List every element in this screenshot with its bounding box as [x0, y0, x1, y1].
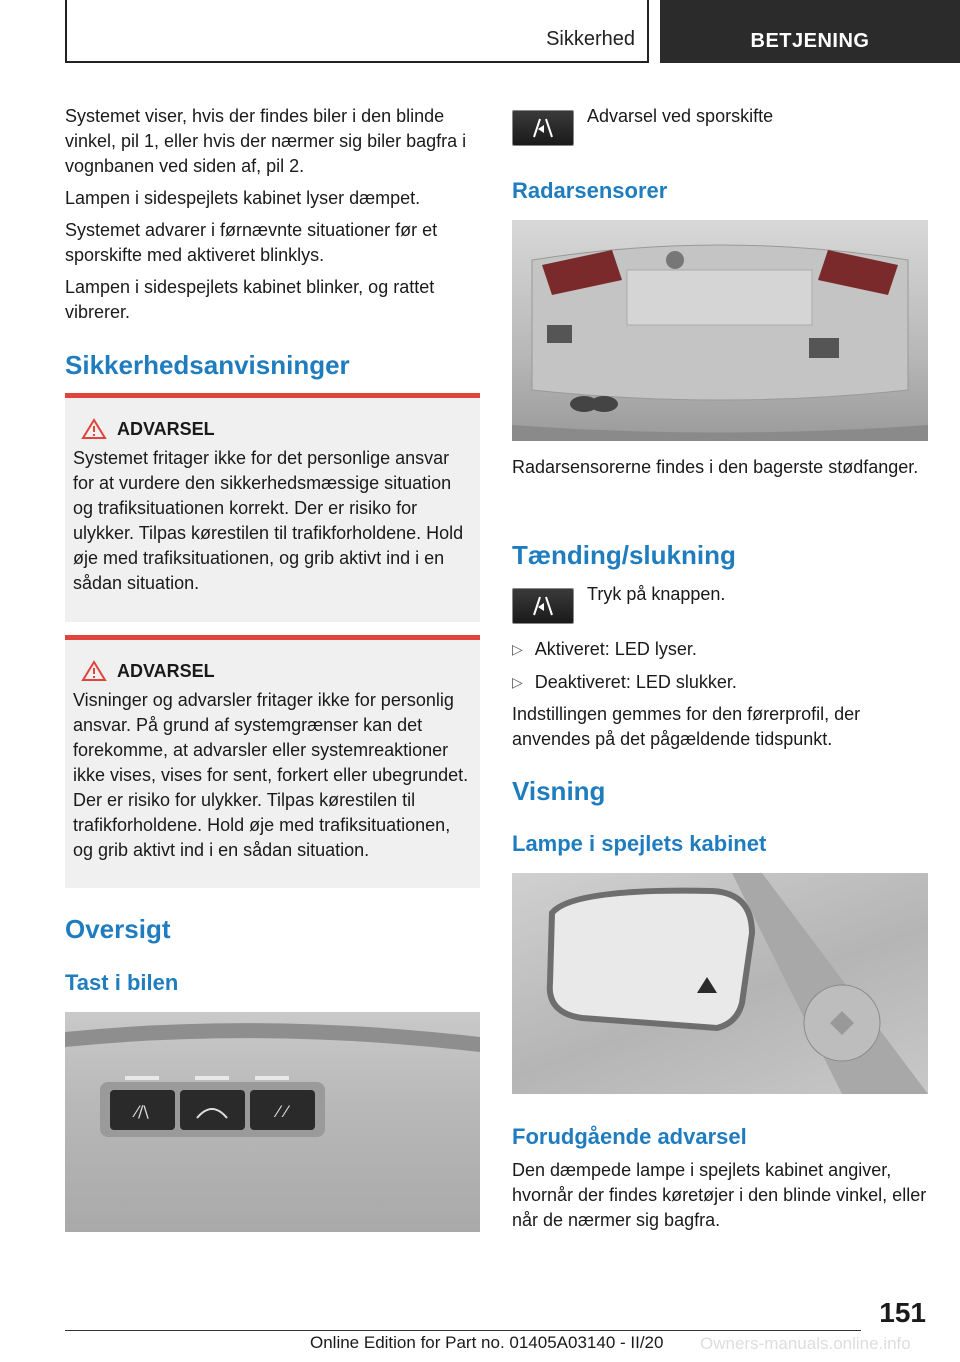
paragraph-4: Lampen i sidespejlets kabinet blinker, og rattet vibrerer. [65, 277, 435, 322]
list-item [512, 670, 928, 695]
watermark: Owners-manuals.online.info [700, 1334, 911, 1353]
settings-text: Indstillingen gemmes for den førerprofil, der anvendes på det pågældende tidspunkt. [512, 704, 861, 749]
lane-change-warning-icon [512, 110, 574, 146]
edition-text: Online Edition for Part no. 01405A03140 - II/20 [310, 1333, 664, 1352]
heading-mirror-lamp: Lampe i spejlets kabinet [512, 831, 767, 856]
heading-safety: Sikkerhedsanvisninger [65, 350, 350, 380]
press-button-text: Tryk på knappen. [587, 584, 726, 604]
heading-button-in-car: Tast i bilen [65, 970, 179, 995]
warning-2-title-row [81, 660, 472, 682]
heading-pre-warning: Forudgående advarsel [512, 1124, 747, 1149]
lane-change-symbol [528, 595, 558, 617]
status-list [512, 637, 928, 695]
lane-change-symbol [528, 117, 558, 139]
triangle-bullet-icon: ▷ [512, 641, 523, 657]
page-number: 151 [879, 1297, 926, 1328]
heading-display: Visning [512, 776, 606, 806]
paragraph-3: Systemet advarer i førnævnte situationer før et sporskifte med aktiveret blinklys. [65, 220, 438, 265]
intro-text [65, 104, 480, 332]
warning-triangle-icon [81, 660, 107, 682]
heading-on-off: Tænding/slukning [512, 540, 736, 570]
paragraph-2: Lampen i sidespejlets kabinet lyser dæmpet. [65, 188, 421, 208]
warning-1-text: Systemet fritager ikke for det personlige ansvar for at vurdere den sikkerhedsmæssige situation og trafiksituationen korrekt. Der er risiko for ulykker. Tilpas kørestilen til trafikforholdene. Hold øje med trafiksituationen, og grib aktivt ind i en sådan situation. [73, 448, 464, 593]
pre-warning-text: Den dæmpede lampe i spejlets kabinet angiver, hvornår der findes køretøjer i den blinde vinkel, eller når de nærmer sig bagfra. [512, 1160, 927, 1230]
button-panel-photo [65, 1012, 480, 1232]
list-item [512, 637, 928, 662]
warning-box-2 [65, 635, 480, 888]
warning-2-title: ADVARSEL [117, 660, 215, 681]
chapter-title: BETJENING [660, 0, 960, 63]
svg-text:⁄ ⁄: ⁄ ⁄ [276, 1102, 288, 1121]
radar-description: Radarsensorerne findes i den bagerste stødfanger. [512, 457, 919, 477]
warning-2-text: Visninger og advarsler fritager ikke for personlig ansvar. På grund af systemgrænser kan det forekomme, at advarsler eller systemreaktioner ikke vises, vises for sent, forkert eller ubegrundet. Der er risiko for ulykker. Tilpas kørestilen til trafikforholdene. Hold øje med trafiksituationen, og grib aktivt ind i en sådan situation. [73, 690, 469, 860]
mirror-photo [512, 873, 928, 1094]
list-item-text: Deaktiveret: LED slukker. [534, 672, 737, 692]
section-title: Sikkerhed [546, 28, 635, 50]
warning-triangle-icon [81, 418, 107, 440]
rear-bumper-illustration [512, 220, 928, 441]
list-item-text: Aktiveret: LED lyser. [534, 639, 697, 659]
heading-overview: Oversigt [65, 914, 171, 944]
triangle-bullet-icon: ▷ [512, 674, 523, 690]
svg-text:⁄∕\: ⁄∕\ [135, 1102, 149, 1121]
lane-change-button-icon [512, 588, 574, 624]
header-section-box [65, 0, 649, 63]
footer-divider [65, 1330, 861, 1331]
button-panel-illustration [65, 1012, 480, 1232]
warning-1-title-row [81, 418, 472, 440]
warning-box-1 [65, 393, 480, 622]
lane-change-caption: Advarsel ved sporskifte [587, 106, 774, 126]
mirror-illustration [512, 873, 928, 1094]
heading-radar: Radarsensorer [512, 178, 668, 203]
paragraph-1: Systemet viser, hvis der findes biler i den blinde vinkel, pil 1, eller hvis der nærmer sig biler bagfra i vognbanen ved siden af, pil 2. [65, 106, 467, 176]
rear-bumper-photo [512, 220, 928, 441]
warning-1-title: ADVARSEL [117, 418, 215, 439]
